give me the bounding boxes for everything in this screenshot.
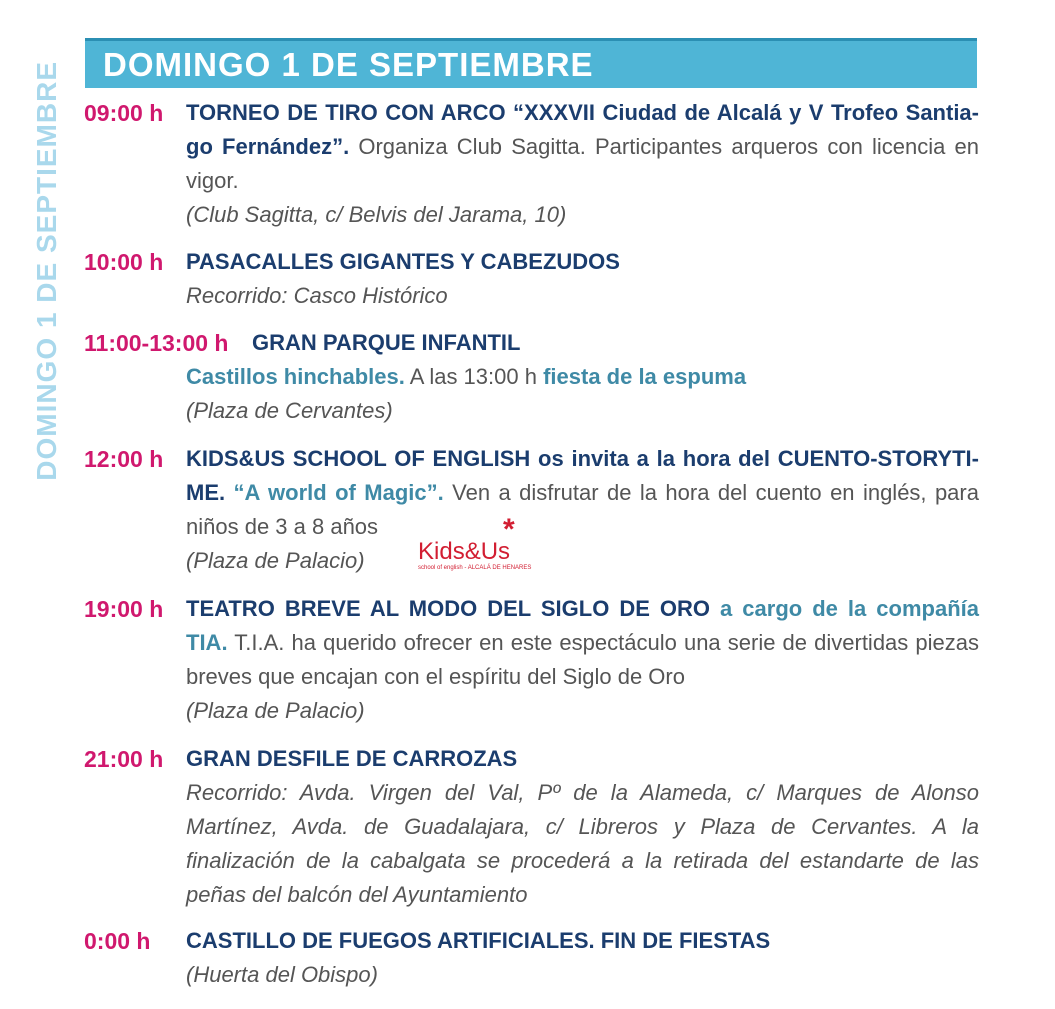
event-location: Recorrido: Casco Histórico: [186, 283, 448, 308]
event-time: 19:00 h: [84, 596, 164, 622]
event-location: (Club Sagitta, c/ Belvis del Jarama, 10): [186, 202, 567, 227]
event-title: CASTILLO DE FUEGOS ARTIFICIALES. FIN DE FIESTAS: [186, 928, 771, 953]
event-body: [186, 442, 979, 578]
event-body: [186, 245, 979, 313]
event-location: Recorrido: Avda. Virgen del Val, Pº de la Alameda, c/ Marques de Alonso Martínez, Avda. de Guadalajara, c/ Libreros y Plaza de Cervantes. A la finalización de la cabalgata se procederá a la retirada del estandarte de las peñas del balcón del Ayuntamiento: [186, 780, 979, 907]
day-header-bar: [85, 38, 977, 88]
event-highlight: “A world of Magic”.: [225, 480, 444, 505]
event-body-title: [252, 326, 979, 360]
event-body: [186, 592, 979, 728]
event-time: 12:00 h: [84, 446, 164, 472]
logo-name: Kids&Us: [418, 538, 511, 565]
event-location: (Plaza de Palacio): [186, 548, 365, 573]
event-title: KIDS&US SCHOOL OF ENGLISH os invita a la hora del CUENTO-STORYTI-ME.: [186, 446, 979, 505]
event-location: (Huerta del Obispo): [186, 962, 378, 987]
event-title: PASACALLES GIGANTES Y CABEZUDOS: [186, 249, 620, 274]
event-time: 11:00-13:00 h: [84, 330, 229, 356]
event-description: Ven a disfrutar de la hora del cuento en inglés, para niños de 3 a 8 años: [186, 480, 979, 539]
event-description: T.I.A. ha querido ofrecer en este espectáculo una serie de divertidas piezas breves que encajan con el espíritu del Siglo de Oro: [186, 630, 979, 689]
logo-subtitle: school of english - ALCALÁ DE HENARES: [418, 565, 532, 571]
event-body: [186, 924, 979, 992]
event-highlight: a cargo de la compañía TIA.: [186, 596, 979, 655]
event-title: GRAN DESFILE DE CARROZAS: [186, 746, 518, 771]
event-description: Organiza Club Sagitta. Participantes arqueros con licencia en vigor.: [186, 134, 979, 193]
event-item: [84, 326, 979, 428]
event-title: TORNEO DE TIRO CON ARCO “XXXVII Ciudad de Alcalá y V Trofeo Santia-go Fernández”.: [186, 100, 979, 159]
side-vertical-title: [27, 38, 67, 504]
event-time: 21:00 h: [84, 746, 164, 772]
event-location: (Plaza de Palacio): [186, 698, 365, 723]
side-title-text: DOMINGO 1 DE SEPTIEMBRE: [31, 61, 62, 481]
event-title: TEATRO BREVE AL MODO DEL SIGLO DE ORO: [186, 596, 711, 621]
event-body: [186, 96, 979, 232]
event-time: 10:00 h: [84, 249, 164, 275]
event-location: (Plaza de Cervantes): [186, 398, 393, 423]
event-body: [186, 360, 979, 428]
event-highlight-2: fiesta de la espuma: [543, 364, 747, 389]
event-body: [186, 742, 979, 912]
event-item: [84, 742, 979, 912]
event-title: GRAN PARQUE INFANTIL: [252, 330, 521, 355]
asterisk-logo-icon: *: [503, 513, 515, 546]
event-item: [84, 924, 979, 992]
event-time: 09:00 h: [84, 100, 164, 126]
day-header-title: DOMINGO 1 DE SEPTIEMBRE: [103, 46, 594, 83]
event-description: A las 13:00 h: [404, 364, 544, 389]
event-item: [84, 592, 979, 728]
event-time: 0:00 h: [84, 928, 151, 954]
kids-and-us-logo: [415, 515, 573, 575]
event-item: [84, 96, 979, 232]
event-highlight: Castillos hinchables.: [186, 364, 405, 389]
event-item: [84, 245, 979, 313]
